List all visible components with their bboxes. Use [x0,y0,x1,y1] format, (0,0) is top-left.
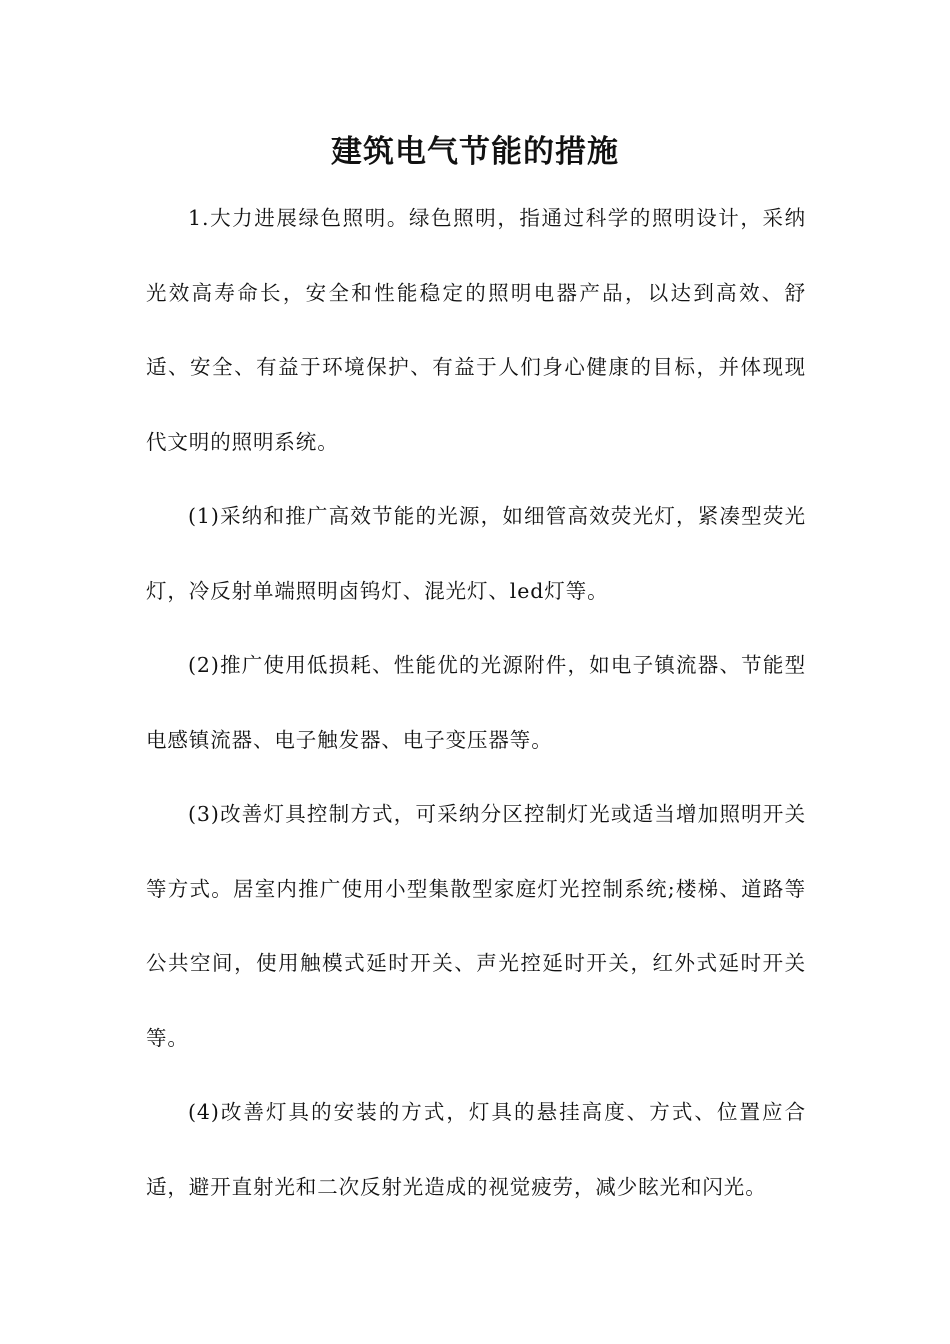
paragraph-lighting-control: (3)改善灯具控制方式，可采纳分区控制灯光或适当增加照明开关等方式。居室内推广使用小型集散型家庭灯光控制系统;楼梯、道路等公共空间，使用触模式延时开关、声光控延时开关，红外式延时开关等。 [146,802,806,1050]
paragraph-lamp-installation: (4)改善灯具的安装的方式，灯具的悬挂高度、方式、位置应合适，避开直射光和二次反射光造成的视觉疲劳，减少眩光和闪光。 [146,1100,806,1199]
document-body [146,181,806,1224]
paragraph-light-accessories: (2)推广使用低损耗、性能优的光源附件，如电子镇流器、节能型电感镇流器、电子触发器、电子变压器等。 [146,653,806,752]
paragraph-green-lighting: 1.大力进展绿色照明。绿色照明，指通过科学的照明设计，采纳光效高寿命长，安全和性能稳定的照明电器产品，以达到高效、舒适、安全、有益于环境保护、有益于人们身心健康的目标，并体现现代文明的照明系统。 [146,206,806,454]
paragraph-light-sources: (1)采纳和推广高效节能的光源，如细管高效荧光灯，紧凑型荧光灯，冷反射单端照明卤钨灯、混光灯、led灯等。 [146,504,806,603]
document-title: 建筑电气节能的措施 [331,134,619,170]
